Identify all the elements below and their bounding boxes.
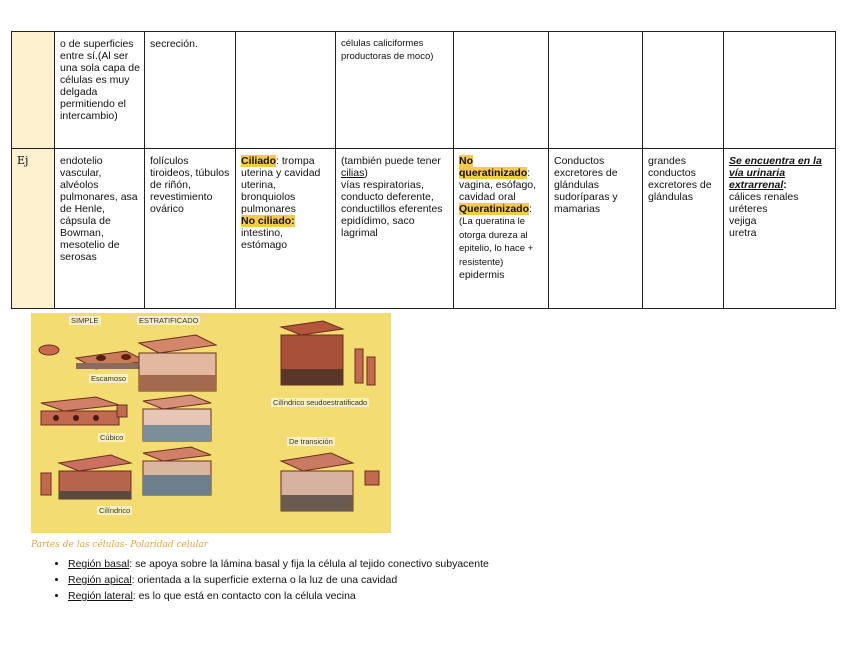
cubico-label: Cúbico (100, 433, 124, 442)
table-cell: grandes conductos excretores de glándulas (643, 149, 724, 309)
table-cell (336, 149, 454, 309)
ciliado-text: : trompa uterina y cavidad uterina, bronquiolos pulmonares (241, 155, 321, 215)
cilindrico-label: Cilíndrico (99, 506, 131, 515)
ciliado-label: Ciliado (241, 155, 277, 167)
table-cell (236, 32, 336, 149)
table-cell (643, 32, 724, 149)
region-text: : se apoya sobre la lámina basal y fija la célula al tejido conectivo subyacente (129, 558, 489, 570)
region-text: : es lo que está en contacto con la célula vecina (132, 590, 356, 602)
table-cell: células caliciformes productoras de moco) (336, 32, 454, 149)
simple-header: SIMPLE (71, 316, 99, 325)
queratinizado-label: Queratinizado (459, 203, 530, 215)
no-queratinizado-text: : vagina, esófago, cavidad oral (459, 167, 537, 203)
table-cell: secreción. (145, 32, 236, 149)
table-cell (454, 32, 549, 149)
transicion-label: De transición (289, 437, 333, 446)
stratified-header: ESTRATIFICADO (139, 316, 199, 325)
urinaria-colon: : (783, 179, 787, 191)
region-term: Región lateral (68, 590, 133, 602)
table-cell (236, 149, 336, 309)
pseudostratified-label: Cilíndrico seudoestratificado (273, 398, 368, 407)
urinaria-item: uréteres (729, 203, 768, 215)
cilias-post: ) (364, 167, 368, 179)
cilias-pre: (también puede tener (341, 155, 441, 167)
stratified-columnar-drawing (143, 447, 211, 495)
cell-regions-list (48, 556, 489, 604)
table-row (12, 32, 836, 149)
urinaria-item: vejiga (729, 215, 757, 227)
table-cell (454, 149, 549, 309)
urinaria-item: uretra (729, 227, 757, 239)
cell-polarity-heading: Partes de las células- Polaridad celular (31, 540, 209, 550)
urinaria-item: cálices renales (729, 191, 799, 203)
no-ciliado-text: intestino, estómago (241, 227, 288, 251)
region-term: Región apical (68, 574, 132, 586)
list-item (68, 572, 489, 588)
epithelium-types-figure (31, 313, 391, 533)
transitional-drawing (281, 453, 379, 511)
table-cell: Conductos excretores de glándulas sudoríparas y mamarias (549, 149, 643, 309)
table-cell: endotelio vascular, alvéolos pulmonares, asa de Henle, cápsula de Bowman, mesotelio de serosas (55, 149, 145, 309)
simple-cuboidal-drawing (41, 397, 127, 425)
table-cell: folículos tiroideos, túbulos de riñón, revestimiento ovárico (145, 149, 236, 309)
table-cell (12, 149, 55, 309)
list-item (68, 588, 489, 604)
stratified-squamous-drawing (139, 335, 216, 391)
example-label: Ej (17, 154, 29, 167)
table-cell: o de superficies entre sí.(Al ser una sola capa de células es muy delgada permitiendo el intercambio) (55, 32, 145, 149)
pseudo-examples: vías respiratorias, conducto deferente, conductillos eferentes epidídimo, saco lagrimal (341, 179, 443, 239)
region-text: : orientada a la superficie externa o la luz de una cavidad (131, 574, 398, 586)
epithelium-illustration (31, 313, 391, 533)
queratinizado-colon: : (529, 203, 532, 215)
table-cell (724, 149, 836, 309)
region-term: Región basal (68, 558, 130, 570)
simple-squamous-drawing (39, 345, 146, 369)
pseudostratified-drawing (281, 321, 375, 385)
cilias-link[interactable]: cilias (341, 167, 365, 179)
no-ciliado-label: No ciliado: (241, 215, 295, 227)
table-row (12, 149, 836, 309)
escamoso-label: Escamoso (91, 374, 127, 383)
table-cell (724, 32, 836, 149)
stratified-cuboidal-drawing (143, 395, 211, 441)
table-cell (12, 32, 55, 149)
table-cell (549, 32, 643, 149)
urinaria-title: Se encuentra en la vía urinaria extrarrenal (729, 155, 822, 191)
simple-columnar-drawing (41, 455, 131, 499)
queratina-note: (La queratina le otorga dureza al epitelio, lo hace + resistente) (459, 216, 534, 268)
list-item (68, 556, 489, 572)
no-queratinizado-label: No queratinizado (459, 155, 528, 179)
epidermis-text: epidermis (459, 269, 505, 281)
epithelium-table (11, 31, 836, 309)
